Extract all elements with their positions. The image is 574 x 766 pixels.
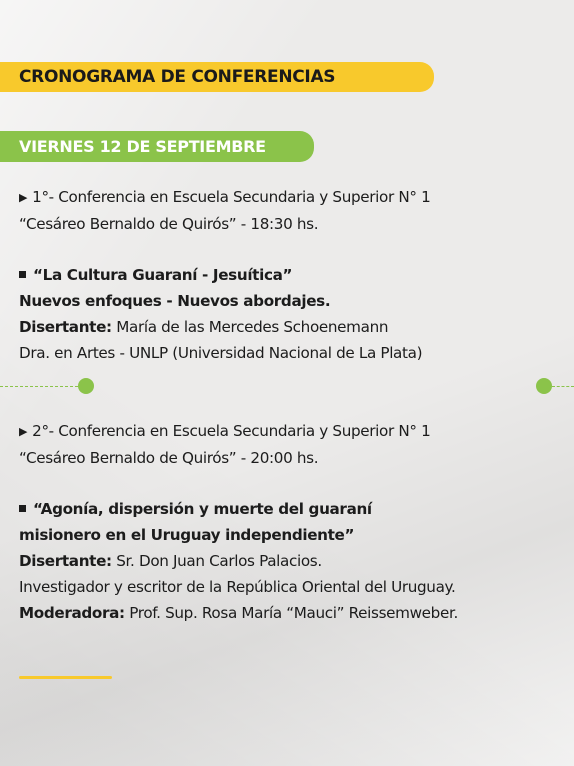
schedule-title: CRONOGRAMA DE CONFERENCIAS	[19, 67, 336, 87]
square-bullet-icon	[19, 271, 26, 278]
talk-2-moderator-label: Moderadora:	[19, 604, 125, 622]
section-divider-right	[552, 386, 574, 387]
talk-1-subtitle: Nuevos enfoques - Nuevos abordajes.	[19, 292, 331, 310]
divider-dot-left	[78, 378, 94, 394]
section-divider-left	[0, 386, 78, 387]
talk-1-title: “La Cultura Guaraní - Jesuítica”	[33, 266, 293, 284]
talk-2-title-line-1: “Agonía, dispersión y muerte del guaraní	[33, 500, 372, 518]
talk-2-speaker-name: Sr. Don Juan Carlos Palacios.	[111, 552, 322, 570]
talk-1-speaker-detail: Dra. en Artes - UNLP (Universidad Nacional de La Plata)	[19, 344, 423, 362]
conference-2-time: “Cesáreo Bernaldo de Quirós” - 20:00 hs.	[19, 449, 319, 467]
day-banner	[0, 131, 314, 162]
talk-1-speaker-label: Disertante:	[19, 318, 112, 336]
conference-1-time: “Cesáreo Bernaldo de Quirós” - 18:30 hs.	[19, 215, 319, 233]
divider-dot-right	[536, 378, 552, 394]
talk-2	[19, 496, 564, 626]
bottom-accent-rule	[19, 676, 112, 679]
triangle-bullet-icon: ▶	[19, 425, 28, 438]
conference-1-venue	[19, 184, 564, 237]
talk-2-speaker-label: Disertante:	[19, 552, 112, 570]
triangle-bullet-icon: ▶	[19, 191, 28, 204]
talk-1-speaker-name: María de las Mercedes Schoenemann	[111, 318, 389, 336]
conference-2-heading: 2°- Conferencia en Escuela Secundaria y Superior N° 1	[32, 422, 431, 440]
talk-1	[19, 262, 564, 366]
conference-2-venue	[19, 418, 564, 471]
schedule-title-banner	[0, 62, 434, 92]
talk-2-title-line-2: misionero en el Uruguay independiente”	[19, 526, 355, 544]
talk-2-speaker-detail: Investigador y escritor de la República Oriental del Uruguay.	[19, 578, 456, 596]
conference-1-heading: 1°- Conferencia en Escuela Secundaria y Superior N° 1	[32, 188, 431, 206]
talk-2-moderator-name: Prof. Sup. Rosa María “Mauci” Reissemweber.	[124, 604, 458, 622]
square-bullet-icon	[19, 505, 26, 512]
day-label: VIERNES 12 DE SEPTIEMBRE	[19, 137, 266, 156]
